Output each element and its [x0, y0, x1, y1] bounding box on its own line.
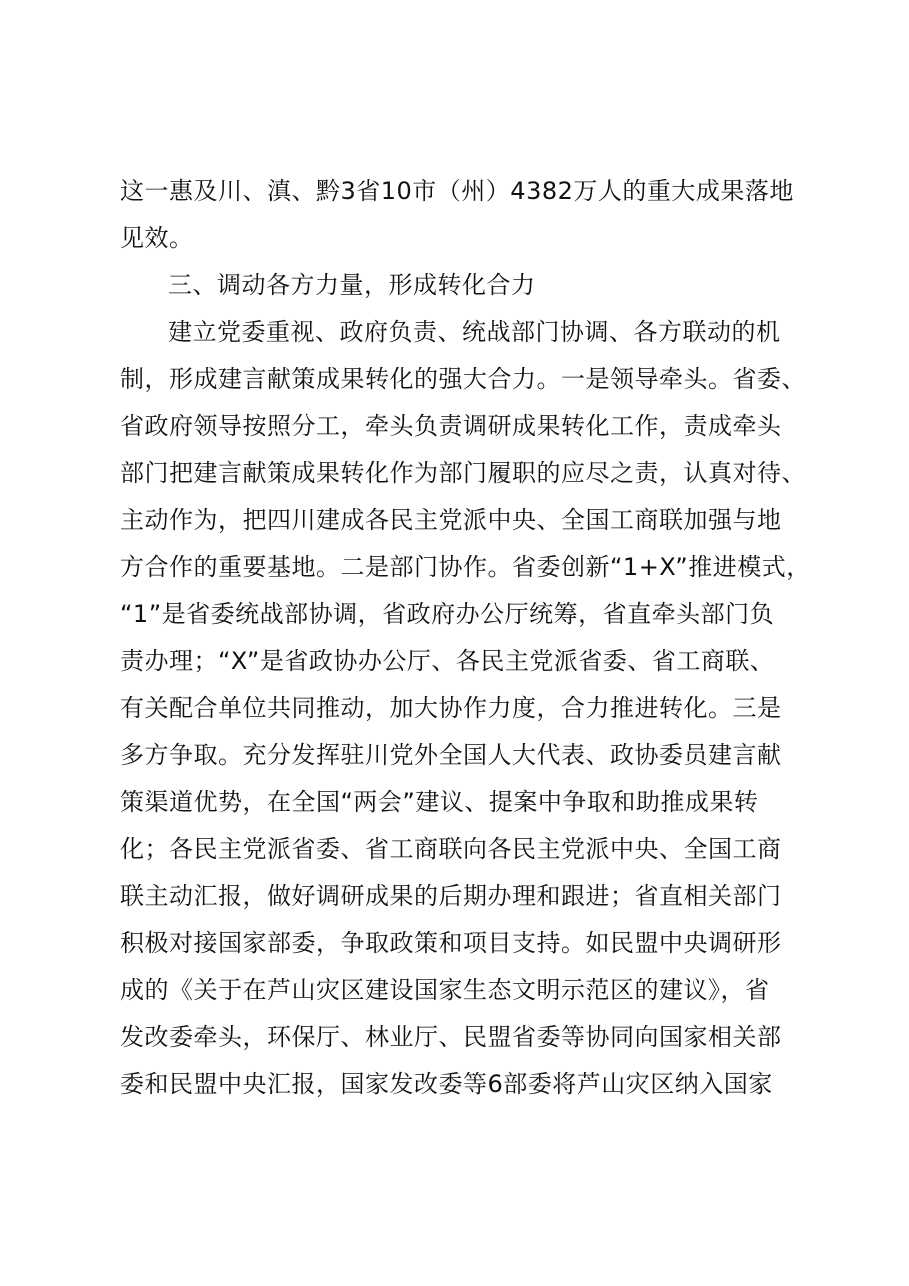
continuation-line-2: 见效。 — [120, 224, 194, 252]
section-heading: 三、调动各方力量，形成转化合力 — [168, 271, 536, 299]
paragraph-line-17: 委和民盟中央汇报，国家发改委等6部委将芦山灾区纳入国家 — [120, 1070, 773, 1098]
paragraph-line-16: 发改委牵头，环保厅、林业厅、民盟省委等协同向国家相关部 — [120, 1023, 782, 1051]
paragraph-line-3: 省政府领导按照分工，牵头负责调研成果转化工作，责成牵头 — [120, 412, 782, 440]
paragraph-line-14: 积极对接国家部委，争取政策和项目支持。如民盟中央调研形 — [120, 929, 782, 957]
paragraph-line-10: 多方争取。充分发挥驻川党外全国人大代表、政协委员建言献 — [120, 741, 782, 769]
paragraph-line-15: 成的《关于在芦山灾区建设国家生态文明示范区的建议》，省 — [120, 976, 770, 1004]
paragraph-line-9: 有关配合单位共同推动，加大协作力度，合力推进转化。三是 — [120, 694, 782, 722]
paragraph-line-1: 建立党委重视、政府负责、统战部门协调、各方联动的机 — [168, 318, 781, 346]
paragraph-line-4: 部门把建言献策成果转化作为部门履职的应尽之责，认真对待、 — [120, 459, 806, 487]
paragraph-line-11: 策渠道优势，在全国“两会”建议、提案中争取和助推成果转 — [120, 788, 759, 816]
paragraph-line-13: 联主动汇报，做好调研成果的后期办理和跟进；省直相关部门 — [120, 882, 782, 910]
paragraph-line-6: 方合作的重要基地。二是部门协作。省委创新“1+X”推进模式， — [120, 553, 811, 581]
document-body — [120, 168, 811, 1108]
paragraph-line-8: 责办理；“X”是省政协办公厅、各民主党派省委、省工商联、 — [120, 647, 775, 675]
paragraph-line-7: “1”是省委统战部协调，省政府办公厅统筹，省直牵头部门负 — [120, 600, 775, 628]
paragraph-line-5: 主动作为，把四川建成各民主党派中央、全国工商联加强与地 — [120, 506, 782, 534]
continuation-line-1: 这一惠及川、滇、黔3省10市（州）4382万人的重大成果落地 — [120, 177, 794, 205]
paragraph-line-2: 制，形成建言献策成果转化的强大合力。一是领导牵头。省委、 — [120, 365, 806, 393]
paragraph-line-12: 化；各民主党派省委、省工商联向各民主党派中央、全国工商 — [120, 835, 782, 863]
